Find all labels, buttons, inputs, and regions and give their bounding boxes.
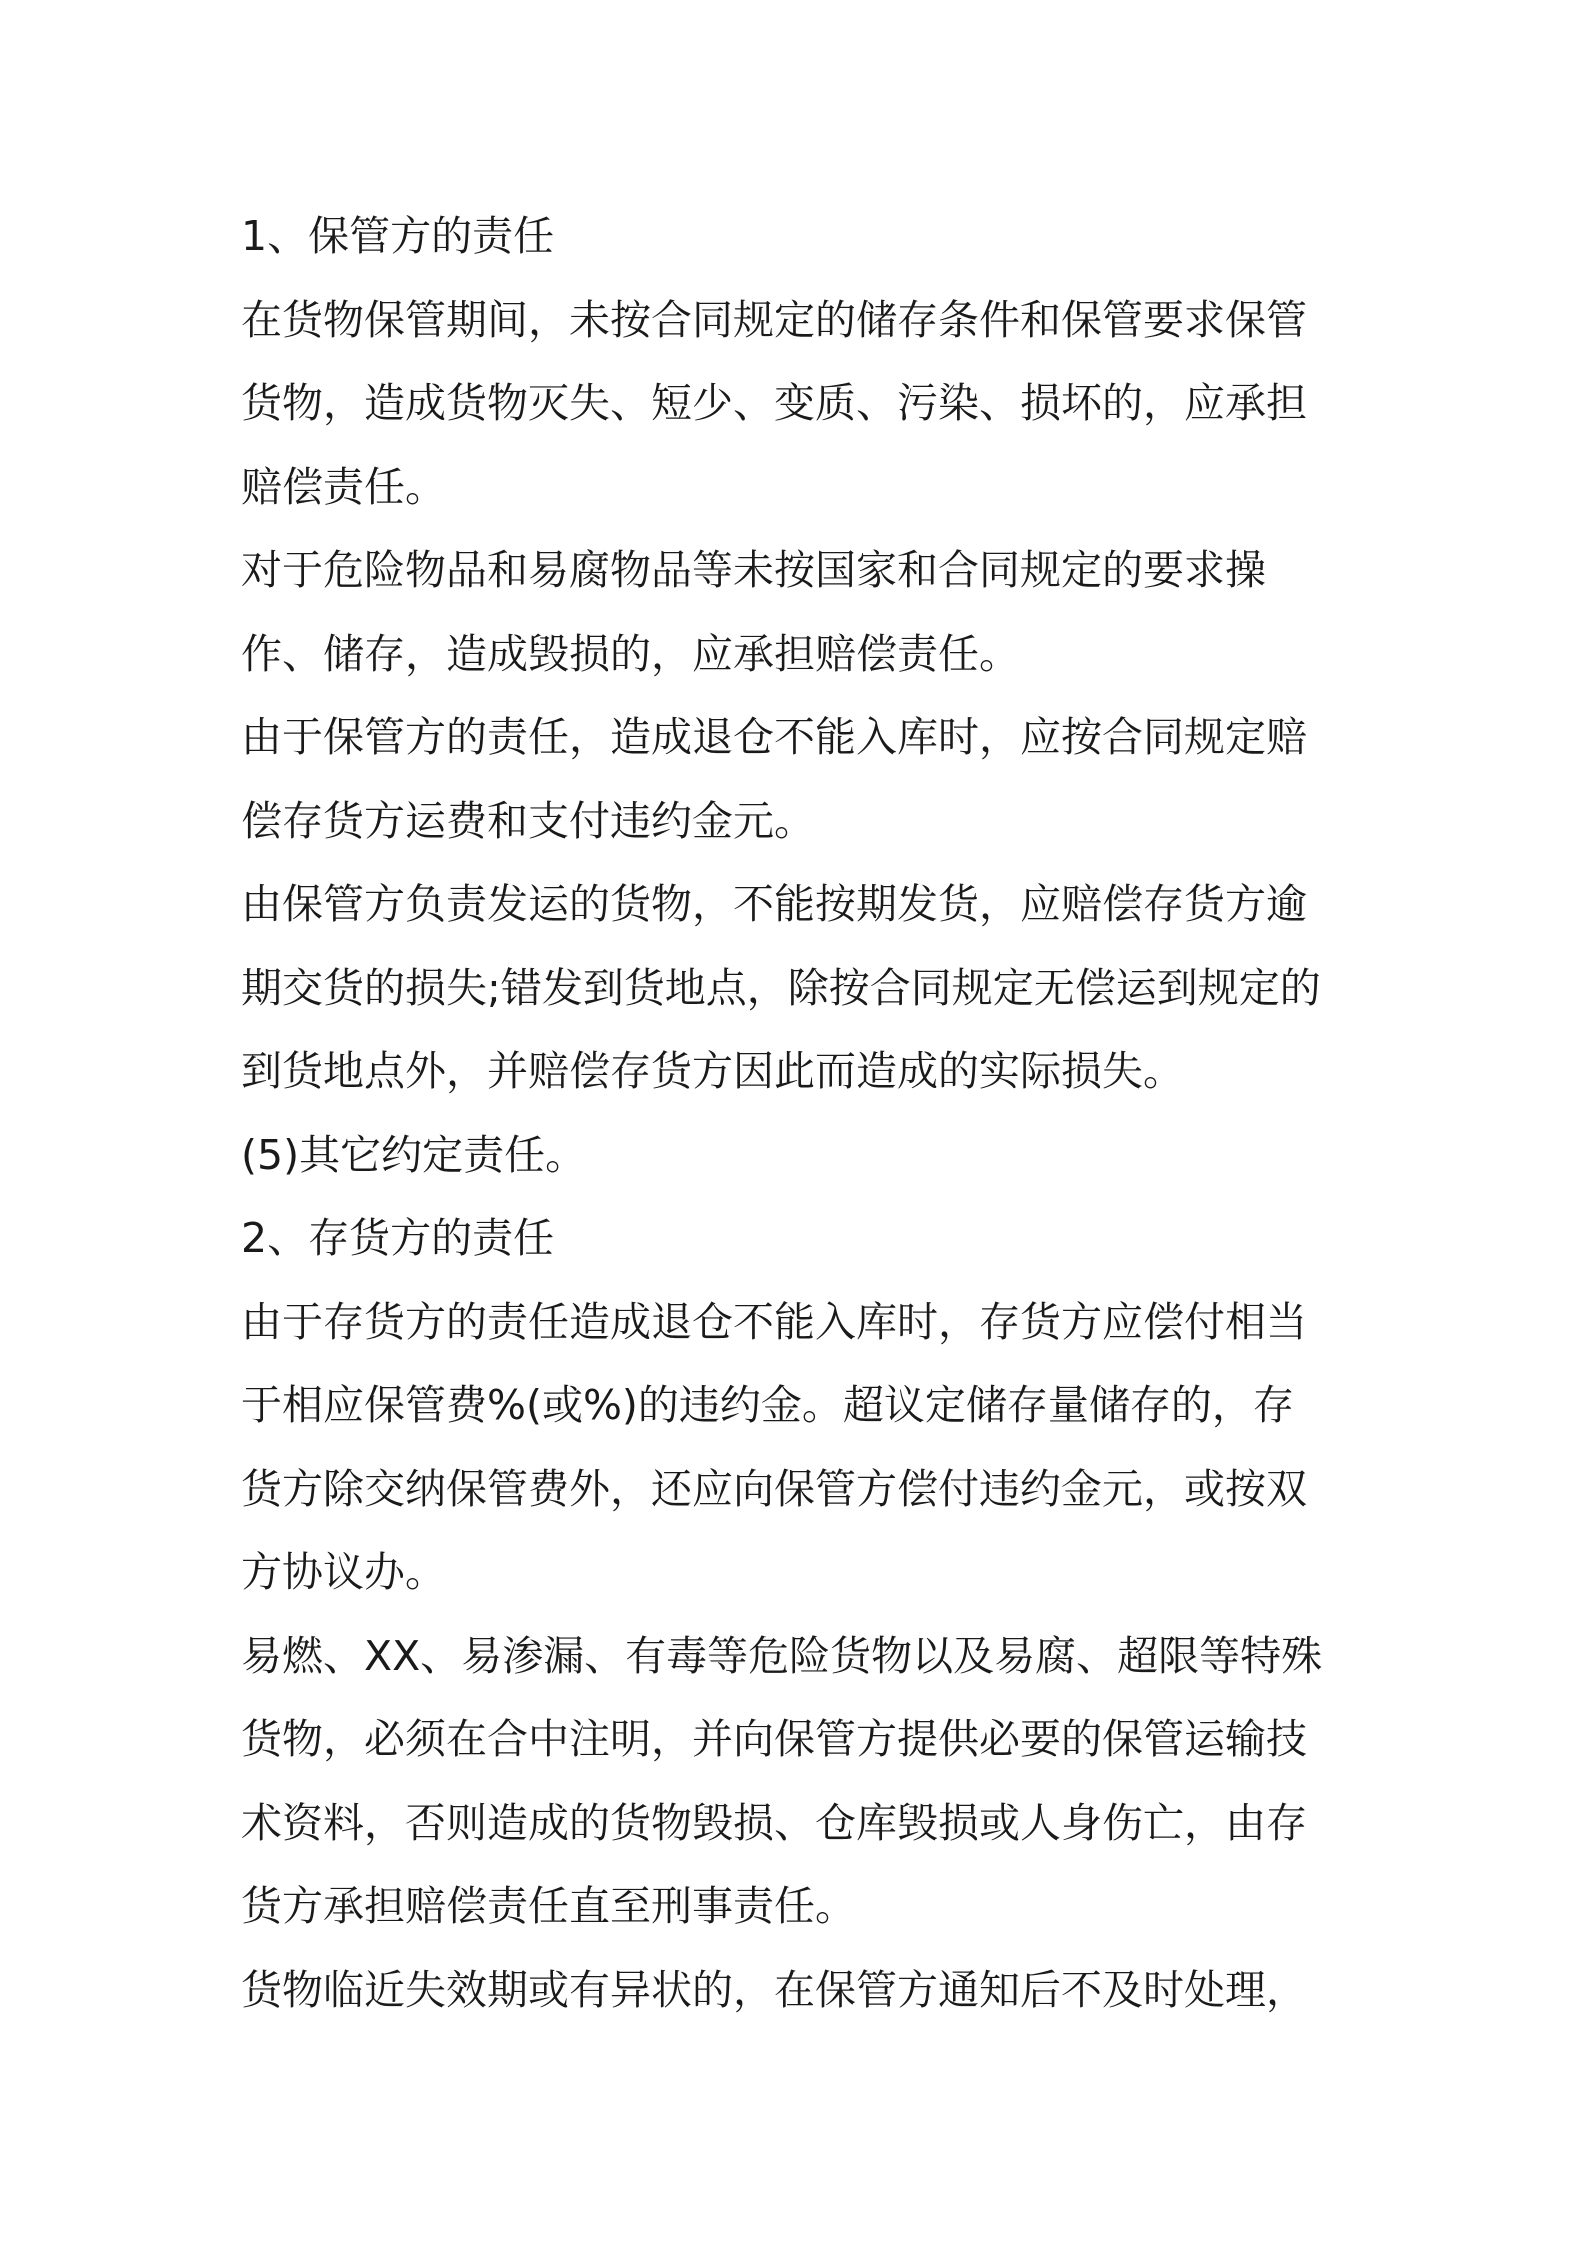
paragraph-line: 方协议办。 xyxy=(241,1548,446,1596)
paragraph-line: 货方除交纳保管费外，还应向保管方偿付违约金元，或按双 xyxy=(241,1464,1307,1513)
paragraph-line: 偿存货方运费和支付违约金元。 xyxy=(241,796,815,845)
paragraph-line: 由于保管方的责任，造成退仓不能入库时，应按合同规定赔 xyxy=(241,713,1307,761)
paragraph-line: 由于存货方的责任造成退仓不能入库时，存货方应偿付相当 xyxy=(241,1297,1307,1346)
paragraph-line: 货物临近失效期或有异状的，在保管方通知后不及时处理， xyxy=(241,1965,1307,2014)
paragraph-line: 于相应保管费%(或%)的违约金。超议定储存量储存的，存 xyxy=(241,1381,1294,1429)
paragraph-line: 对于危险物品和易腐物品等未按国家和合同规定的要求操 xyxy=(241,546,1266,594)
paragraph-line: 货物，必须在合中注明，并向保管方提供必要的保管运输技 xyxy=(241,1715,1307,1763)
paragraph-line: 术资料，否则造成的货物毁损、仓库毁损或人身伤亡，由存 xyxy=(241,1798,1307,1847)
paragraph-line: 在货物保管期间，未按合同规定的储存条件和保管要求保管 xyxy=(241,295,1307,344)
paragraph-line: (5)其它约定责任。 xyxy=(241,1130,587,1179)
paragraph-line: 货方承担赔偿责任直至刑事责任。 xyxy=(241,1882,856,1930)
paragraph-line: 易燃、XX、易渗漏、有毒等危险货物以及易腐、超限等特殊 xyxy=(241,1631,1323,1680)
paragraph-line: 到货地点外，并赔偿存货方因此而造成的实际损失。 xyxy=(241,1047,1184,1095)
paragraph-line: 由保管方负责发运的货物，不能按期发货，应赔偿存货方逾 xyxy=(241,880,1307,928)
paragraph-line: 作、储存，造成毁损的，应承担赔偿责任。 xyxy=(241,629,1020,678)
section-heading: 2、存货方的责任 xyxy=(241,1214,555,1262)
paragraph-line: 货物，造成货物灭失、短少、变质、污染、损坏的，应承担 xyxy=(241,379,1307,427)
document-body xyxy=(241,195,1351,2032)
paragraph-line: 赔偿责任。 xyxy=(241,462,446,511)
paragraph-line: 期交货的损失;错发到货地点，除按合同规定无偿运到规定的 xyxy=(241,963,1321,1012)
section-heading: 1、保管方的责任 xyxy=(241,212,555,260)
